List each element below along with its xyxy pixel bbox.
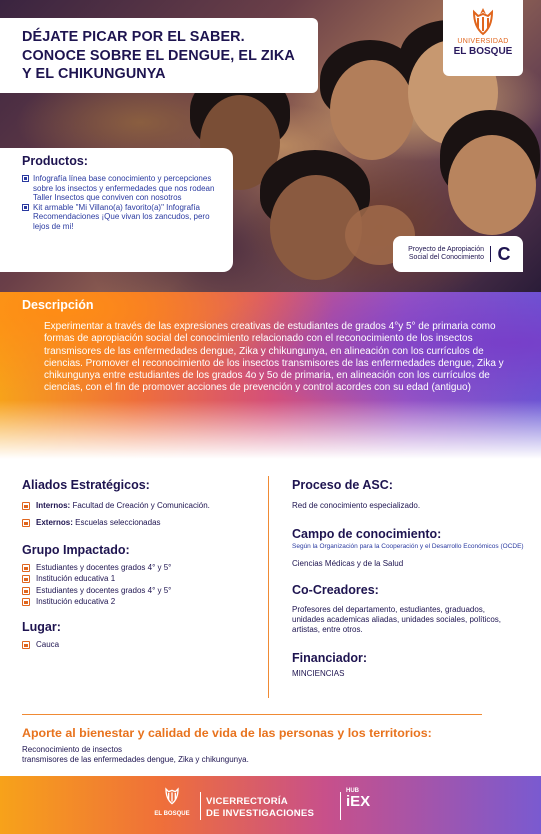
group-icon — [22, 575, 30, 583]
list-item: Kit armable "Mi Villano(a) favorito(a)" Infografía Recomendaciones ¡Que vivan los zancudos, pero lejos de mi! — [22, 203, 223, 232]
financiador-value: MINCIENCIAS — [292, 668, 345, 678]
list-item: Institución educativa 2 — [22, 597, 262, 608]
hub-iex-logo: HUB iEX — [346, 788, 371, 810]
footer — [0, 776, 541, 834]
title-box — [0, 18, 318, 93]
bullet-icon — [22, 204, 29, 211]
cocreadores-value: Profesores del departamento, estudiantes, graduados, unidades academicas aliadas, unidades sociales, políticos, artistas, entre otros. — [292, 604, 502, 634]
hero-photo — [0, 0, 541, 292]
list-item: Internos: Facultad de Creación y Comunicación. — [22, 501, 262, 512]
list-item: Cauca — [22, 640, 262, 651]
child-face — [330, 60, 414, 160]
crest-icon — [162, 784, 182, 806]
description-title: Descripción — [22, 298, 94, 312]
list-item: Estudiantes y docentes grados 4° y 5° — [22, 563, 262, 574]
location-icon — [22, 641, 30, 649]
grupo-list — [22, 563, 262, 609]
building-icon — [22, 502, 30, 510]
building-icon — [22, 519, 30, 527]
left-column — [22, 478, 262, 652]
logo-line2: EL BOSQUE — [453, 46, 513, 57]
group-icon — [22, 598, 30, 606]
description-section — [0, 292, 541, 462]
list-item: Institución educativa 1 — [22, 574, 262, 585]
list-item: Infografía línea base conocimiento y percepciones sobre los insectos y enfermedades que nos rodean Taller Insectos que conviven con nosotros — [22, 174, 223, 203]
proceso-title: Proceso de ASC: — [292, 478, 393, 492]
financiador-title: Financiador: — [292, 650, 368, 665]
products-title: Productos: — [22, 154, 88, 168]
project-letter: C — [497, 243, 511, 264]
campo-title: Campo de conocimiento: — [292, 527, 442, 541]
aporte-title: Aporte al bienestar y calidad de vida de las personas y los territorios: — [22, 726, 432, 740]
aliados-title: Aliados Estratégicos: — [22, 478, 150, 492]
university-logo — [443, 0, 523, 76]
products-box — [0, 148, 233, 272]
bullet-icon — [22, 175, 29, 182]
list-item: Externos: Escuelas seleccionadas — [22, 518, 262, 529]
section-divider — [22, 714, 482, 715]
project-badge — [393, 236, 523, 272]
project-type-text: Proyecto de Apropiación Social del Conocimiento — [399, 246, 491, 263]
grupo-title: Grupo Impactado: — [22, 542, 130, 557]
list-item: Estudiantes y docentes grados 4° y 5° — [22, 586, 262, 597]
proceso-value: Red de conocimiento especializado. — [292, 501, 421, 510]
group-icon — [22, 564, 30, 572]
footer-university-logo: EL BOSQUE — [150, 784, 194, 818]
group-icon — [22, 587, 30, 595]
campo-note: Según la Organización para la Cooperación y el Desarrollo Económicos (OCDE) — [292, 543, 524, 550]
campo-value: Ciencias Médicas y de la Salud — [292, 558, 404, 568]
column-divider — [268, 476, 269, 698]
lugar-title: Lugar: — [22, 620, 61, 635]
crest-icon — [468, 6, 498, 36]
aporte-text: Reconocimiento de insectos transmisores de las enfermedades dengue, Zika y chikungunya. — [22, 745, 249, 765]
description-body: Experimentar a través de las expresiones creativas de estudiantes de grados 4°y 5° de primaria como formas de apropiación social del conocimiento relacionado con el reconocimiento de los insectos transmisores de las enfermedades dengue, Zika y chikungunya, en alineación con los currículos de ciencias. Promover el reconocimiento de los insectos transmisores de las enfermedades dengue, Zika y chikungunya entre estudiantes de los grados 4o y 5o de primaria, en alineación con los currículos de ciencias, con el fin de promover acciones de prevención y control acordes con su edad (antiguo) — [44, 321, 504, 394]
child-face — [448, 135, 536, 235]
page-title: DÉJATE PICAR POR EL SABER. CONOCE SOBRE EL DENGUE, EL ZIKA Y EL CHIKUNGUNYA — [22, 29, 295, 82]
logo-line1: UNIVERSIDAD — [457, 38, 509, 45]
vicerrectoria-label: VICERRECTORÍA DE INVESTIGACIONES — [206, 796, 315, 819]
logo-tagline — [443, 57, 523, 63]
cocreadores-title: Co-Creadores: — [292, 582, 379, 597]
right-column — [292, 478, 527, 679]
